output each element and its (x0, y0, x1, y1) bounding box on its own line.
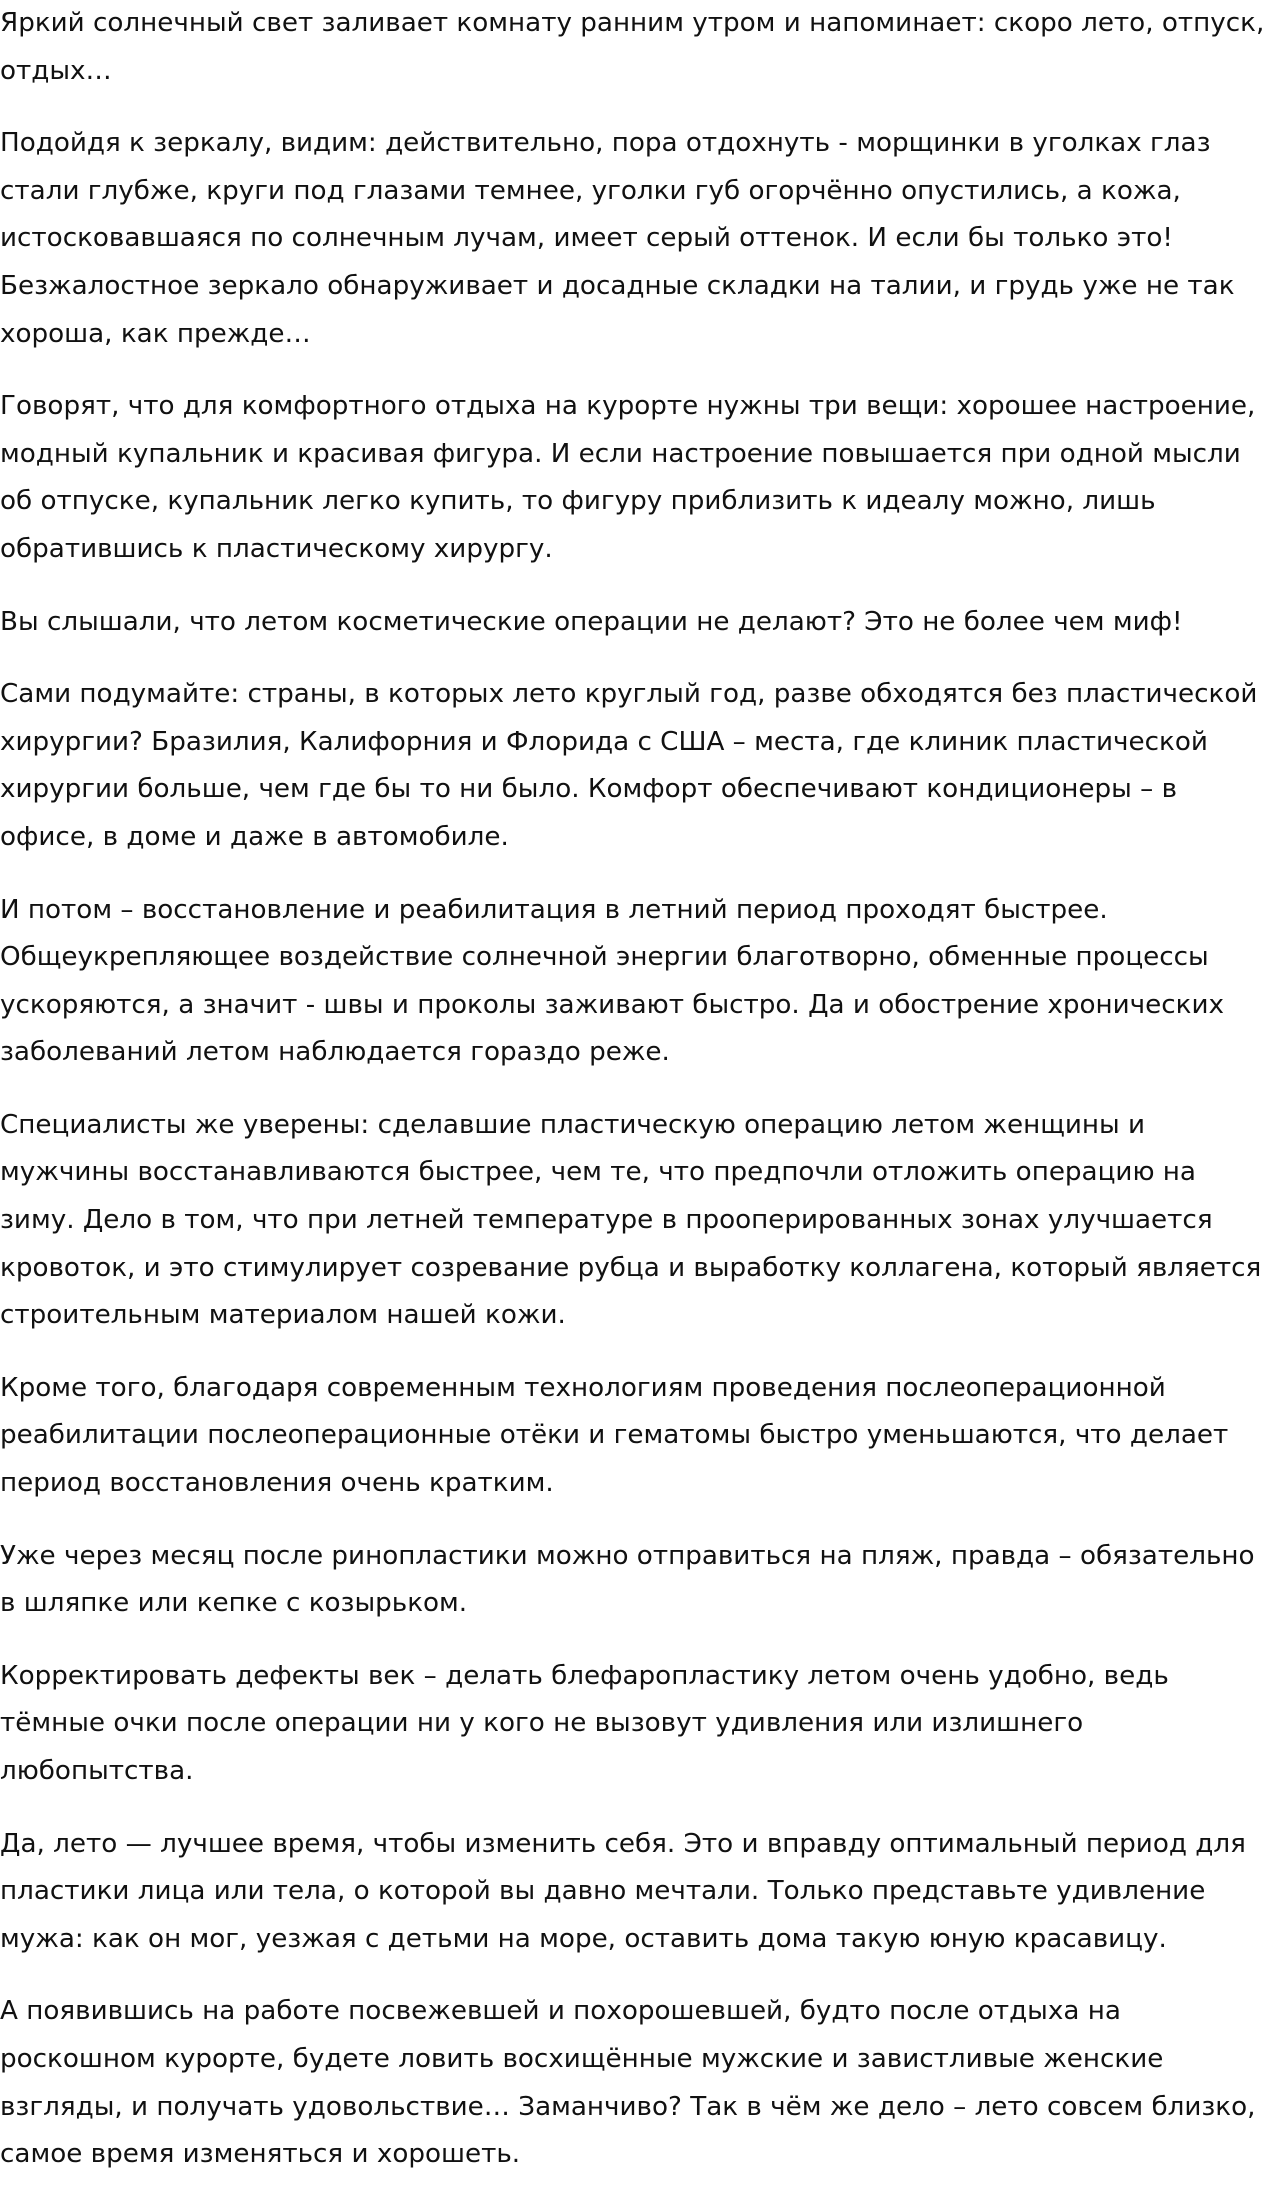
paragraph-2: Подойдя к зеркалу, видим: действительно, пора отдохнуть - морщинки в уголках глаз стали глубже, круги под глазами темнее, уголки губ огорчённо опустились, а кожа, истосковавшаяся по солнечным лучам, имеет серый оттенок. И если бы только это! Безжалостное зеркало обнаруживает и досадные складки на талии, и грудь уже не так хороша, как прежде… (0, 128, 1235, 349)
paragraph-6: И потом – восстановление и реабилитация в летний период проходят быстрее. Общеукрепляющее воздействие солнечной энергии благотворно, обменные процессы ускоряются, а значит - швы и проколы заживают быстро. Да и обострение хронических заболеваний летом наблюдается гораздо реже. (0, 894, 1224, 1068)
paragraph-9: Уже через месяц после ринопластики можно отправиться на пляж, правда – обязательно в шляпке или кепке с козырьком. (0, 1540, 1255, 1619)
paragraph-11: Да, лето — лучшее время, чтобы изменить себя. Это и вправду оптимальный период для пластики лица или тела, о которой вы давно мечтали. Только представьте удивление мужа: как он мог, уезжая с детьми на море, оставить дома такую юную красавицу. (0, 1828, 1246, 1954)
paragraph-5: Сами подумайте: страны, в которых лето круглый год, разве обходятся без пластической хирургии? Бразилия, Калифорния и Флорида с США – места, где клиник пластической хирургии больше, чем где бы то ни было. Комфорт обеспечивают кондиционеры – в офисе, в доме и даже в автомобиле. (0, 679, 1258, 852)
paragraph-8: Кроме того, благодаря современным технологиям проведения послеоперационной реабилитации послеоперационные отёки и гематомы быстро уменьшаются, что делает период восстановления очень кратким. (0, 1372, 1229, 1499)
paragraph-3: Говорят, что для комфортного отдыха на курорте нужны три вещи: хорошее настроение, модный купальник и красивая фигура. И если настроение повышается при одной мысли об отпуске, купальник легко купить, то фигуру приблизить к идеалу можно, лишь обратившись к пластическому хирургу. (0, 391, 1256, 564)
paragraph-7: Специалисты же уверены: сделавшие пластическую операцию летом женщины и мужчины восстанавливаются быстрее, чем те, что предпочли отложить операцию на зиму. Дело в том, что при летней температуре в прооперированных зонах улучшается кровоток, и это стимулирует созревание рубца и выработку коллагена, который является строительным материалом нашей кожи. (0, 1109, 1262, 1331)
paragraph-10: Корректировать дефекты век – делать блефаропластику летом очень удобно, ведь тёмные очки после операции ни у кого не вызовут удивления или излишнего любопытства. (0, 1660, 1169, 1786)
paragraph-12: А появившись на работе посвежевшей и похорошевшей, будто после отдыха на роскошном курорте, будете ловить восхищённые мужские и завистливые женские взгляды, и получать удовольствие… Заманчиво? Так в чём же дело – лето совсем близко, самое время изменяться и хорошеть. (0, 1996, 1256, 2170)
paragraph-4: Вы слышали, что летом косметические операции не делают? Это не более чем миф! (0, 606, 1183, 637)
paragraph-1: Яркий солнечный свет заливает комнату ранним утром и напоминает: скоро лето, отпуск, отдых… (0, 8, 1265, 86)
